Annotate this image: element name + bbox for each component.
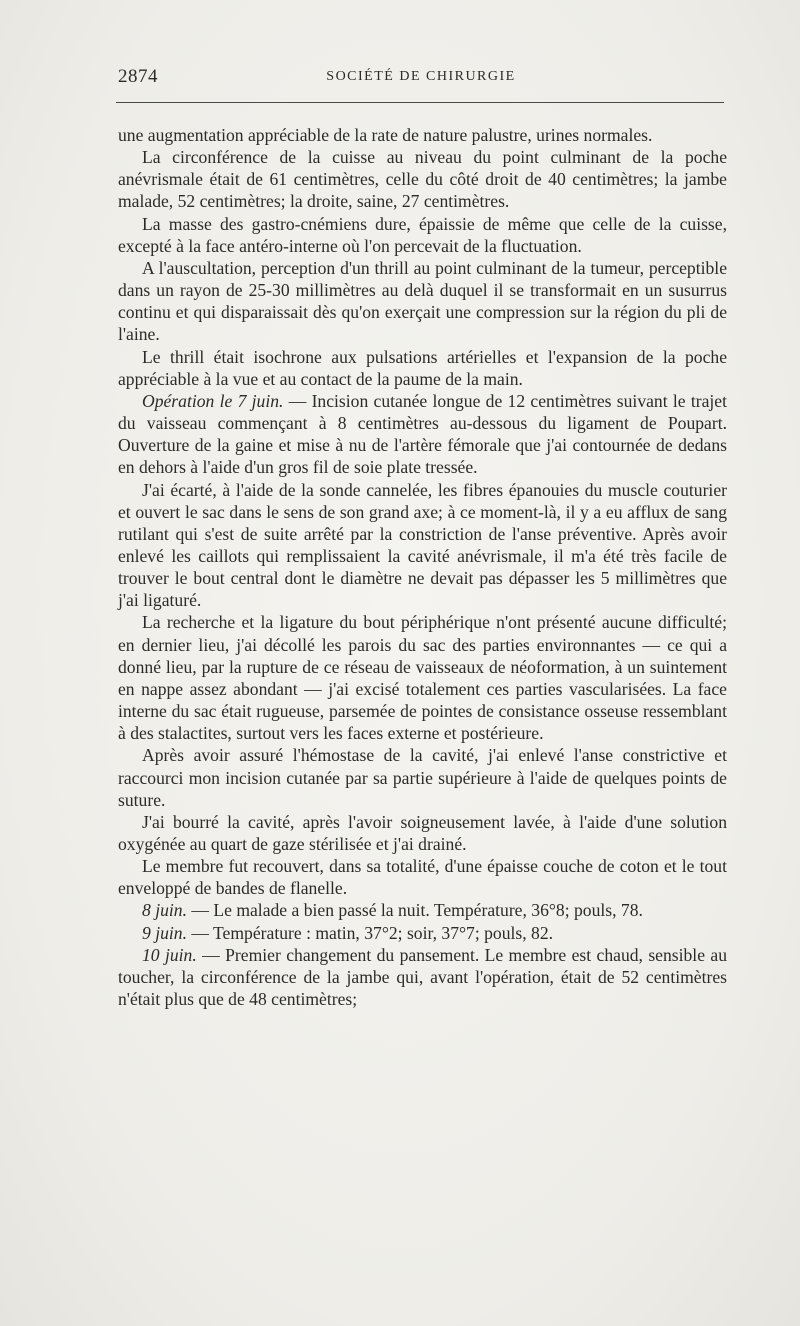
paragraph-text: Après avoir assuré l'hémostase de la cavité, j'ai enlevé l'anse constrictive et raccourci mon incision cutanée par sa partie supérieure à l'aide de quelques points de suture. xyxy=(118,745,727,810)
paragraph xyxy=(118,257,727,346)
paragraph xyxy=(118,611,727,744)
paragraph xyxy=(118,124,727,146)
running-head: SOCIÉTÉ DE CHIRURGIE xyxy=(326,69,516,84)
paragraph-text: J'ai écarté, à l'aide de la sonde cannelée, les fibres épanouies du muscle couturier et ouvert le sac dans le sens de son grand axe; à ce moment-là, il y a eu afflux de sang rutilant qui s'est de suite arrêté par la constriction de l'anse préventive. Après avoir enlevé les caillots qui remplissaient la cavité anévrismale, il m'a été très facile de trouver le bout central dont le diamètre ne devait pas dépasser les 5 millimètres que j'ai ligaturé. xyxy=(118,479,727,611)
body-text xyxy=(118,124,727,1010)
paragraph-text: La recherche et la ligature du bout périphérique n'ont présenté aucune difficulté; en dernier lieu, j'ai décollé les parois du sac des parties environnantes — ce qui a donné lieu, par la rupture de ce réseau de vaisseaux de néoformation, à un suintement en nappe assez abondant — j'ai excisé totalement ces parties vascularisées. La face interne du sac était rugueuse, parsemée de pointes de consistance osseuse ressemblant à des stalactites, surtout vers les faces externe et postérieure. xyxy=(118,612,727,744)
paragraph xyxy=(118,811,727,855)
paragraph xyxy=(118,744,727,810)
paragraph-lead: 10 juin. xyxy=(142,944,197,965)
paragraph-text: A l'auscultation, perception d'un thrill au point culminant de la tumeur, perceptible dans un rayon de 25-30 millimètres au delà duquel il se transformait en un susurrus continu et qui disparaissait dès qu'on exerçait une compression sur la région du pli de l'aine. xyxy=(118,257,727,345)
paragraph xyxy=(118,479,727,612)
paragraph-text: Le membre fut recouvert, dans sa totalité, d'une épaisse couche de coton et le tout enveloppé de bandes de flanelle. xyxy=(118,856,727,899)
paragraph xyxy=(118,390,727,479)
paragraph-lead: 8 juin. xyxy=(142,900,187,921)
page-number: 2874 xyxy=(118,66,158,87)
paragraph-text: une augmentation appréciable de la rate de nature palustre, urines normales. xyxy=(118,125,653,145)
page-header xyxy=(118,66,724,90)
paragraph-text: — Température : matin, 37°2; soir, 37°7; pouls, 82. xyxy=(186,922,554,943)
paragraph-text: La circonférence de la cuisse au niveau du point culminant de la poche anévrismale était de 61 centimètres, celle du côté droit de 40 centimètres; la jambe malade, 52 centimètres; la droite, saine, 27 centimètres. xyxy=(118,147,727,212)
paragraph-lead: 9 juin. xyxy=(142,922,187,943)
paragraph-lead: Opération le 7 juin. xyxy=(142,390,284,411)
paragraph-text: La masse des gastro-cnémiens dure, épaissie de même que celle de la cuisse, excepté à la face antéro-interne où l'on percevait de la fluctuation. xyxy=(118,213,727,256)
paragraph-text: — Incision cutanée longue de 12 centimètres suivant le trajet du vaisseau commençant à 8 centimètres au-dessous du ligament de Poupart. Ouverture de la gaine et mise à nu de l'artère fémorale que j'ai contournée de dedans en dehors à l'aide d'un gros fil de soie plate tressée. xyxy=(118,390,727,478)
header-rule xyxy=(116,102,724,103)
paragraph xyxy=(118,146,727,212)
paragraph xyxy=(118,922,727,944)
paragraph-text: J'ai bourré la cavité, après l'avoir soigneusement lavée, à l'aide d'une solution oxygénée au quart de gaze stérilisée et j'ai drainé. xyxy=(118,811,727,854)
paragraph xyxy=(118,855,727,899)
paragraph xyxy=(118,213,727,257)
paragraph xyxy=(118,944,727,1010)
paragraph-text: — Premier changement du pansement. Le membre est chaud, sensible au toucher, la circonférence de la jambe qui, avant l'opération, était de 52 centimètres n'était plus que de 48 centimètres; xyxy=(118,944,727,1010)
paragraph-text: Le thrill était isochrone aux pulsations artérielles et l'expansion de la poche appréciable à la vue et au contact de la paume de la main. xyxy=(118,346,727,389)
paragraph xyxy=(118,899,727,921)
paragraph xyxy=(118,346,727,390)
paragraph-text: — Le malade a bien passé la nuit. Température, 36°8; pouls, 78. xyxy=(186,900,643,921)
